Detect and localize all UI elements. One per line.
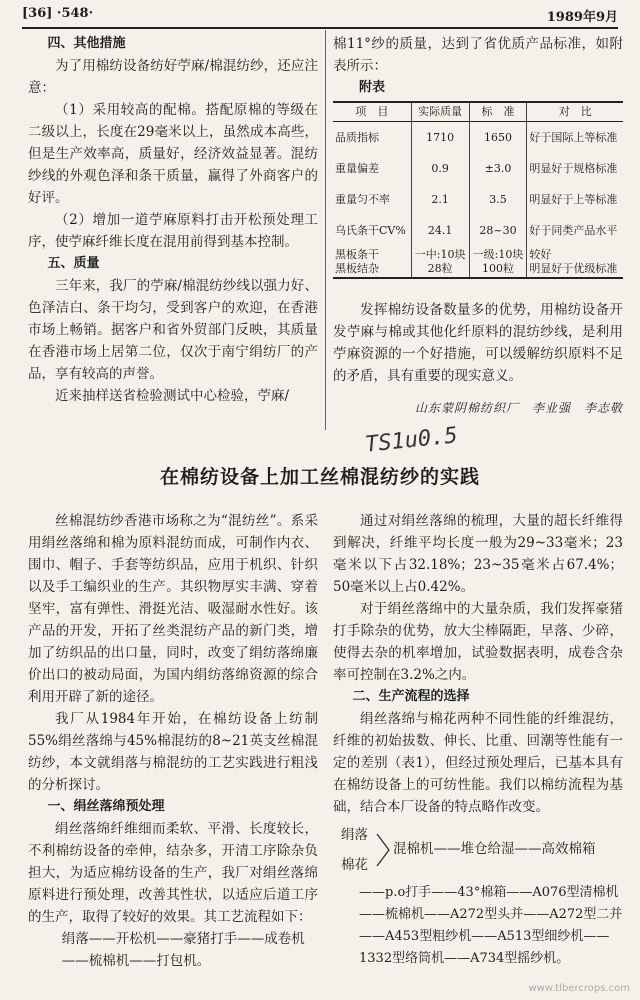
paragraph: 为了用棉纺设备纺好苧麻/棉混纺纱，还应注意：: [28, 58, 318, 96]
table-row: [333, 184, 623, 215]
authors: 山东蒙阴棉纺织厂 李业强 李志敬: [414, 401, 623, 415]
table-cell: 乌氏条干CV%: [335, 223, 406, 237]
table-cell: 24.1: [411, 215, 469, 246]
flow-step-mixer: 混棉机——堆仓给湿——高效棉箱: [393, 841, 596, 857]
article-title: 在棉纺设备上加工丝棉混纺纱的实践: [159, 466, 480, 488]
table-cell: 好于国际上等标准: [527, 122, 623, 154]
table-cell: 1650: [469, 122, 527, 154]
merge-bracket-icon: [375, 830, 391, 870]
table-header: 标 准: [469, 102, 527, 122]
watermark: www.tlbercrops.com: [528, 983, 630, 994]
quality-table: [333, 101, 623, 279]
column-divider: [325, 30, 326, 430]
table-row: [333, 246, 623, 278]
table-cell: 一级:10块 100粒: [469, 246, 527, 278]
page-header: [22, 6, 618, 26]
process-flow-line: ——梳棉机——打包机。: [61, 953, 211, 969]
process-flow-diagram: [333, 824, 623, 882]
table-cell: 一中:10块 28粒: [411, 246, 469, 278]
table-header-row: [333, 102, 623, 122]
handwritten-classification: TS1u0.5: [363, 423, 459, 458]
paragraph: 丝棉混纺纱香港市场称之为“混纺丝”。系采用绢丝落绵和棉为原料混纺而成，可制作内衣、围巾、帽子、手套等纺织品，应用于机织、针织以及手工编织业的生产。其织物厚实丰满、穿着坚牢，富有弹性、滑挺光洁、吸湿耐水性好。该产品的开发，开拓了丝类混纺产品的新门类，增加了纺织品的出口量，同时，改变了绢纺落绵廉价出口的被动局面，为国内绢纺落绵资源的综合利用开辟了新的途径。: [28, 513, 318, 705]
table-cell: 较好 明显好于优级标准: [527, 246, 623, 278]
table-body: [333, 122, 623, 279]
paragraph: 三年来，我厂的苧麻/棉混纺纱线以强力好、色泽洁白、条干均匀，受到客户的欢迎，在香港市场上畅销。据客户和省外贸部门反映，其质量在香港市场上居第二位，仅次于南宁绢纺厂的产品，享有较高的声誉。: [28, 278, 318, 382]
table-cell: 重量匀不率: [335, 192, 390, 206]
table-cell: 黑板条干 黑板结杂: [333, 246, 411, 278]
column-3: [28, 510, 318, 972]
section-heading-5: 五、质量: [47, 256, 100, 271]
table-header: 实际质量: [411, 102, 469, 122]
table-cell: 28~30: [469, 215, 527, 246]
column-1: [28, 33, 318, 407]
table-cell: 明显好于规格标准: [527, 153, 623, 184]
paragraph: 发挥棉纺设备数量多的优势，用棉纺设备开发苧麻与棉或其他化纤原料的混纺纱线，是利用苧麻资源的一个好措施，可以缓解纺织原料不足的矛盾，具有重要的现实意义。: [333, 302, 623, 384]
table-cell: 3.5: [469, 184, 527, 215]
header-rule: [22, 27, 618, 29]
process-flow-line: 绢落——开松机——豪猪打手——成卷机: [61, 931, 305, 947]
table-cell: 重量偏差: [335, 161, 379, 175]
paragraph: （1）采用较高的配棉。搭配原棉的等级在二级以上，长度在29毫米以上，虽然成本高些，但是生产效率高，质量好，经济效益显著。混纺纱线的外观色泽和条干质量，赢得了外商客户的好评。: [28, 102, 318, 206]
section-heading-2: 二、生产流程的选择: [352, 689, 470, 704]
flow-input-cotton: 棉花: [341, 857, 368, 873]
table-cell: 0.9: [411, 153, 469, 184]
paragraph: 绢丝落绵纤维细而柔软、平滑、长度较长，不利棉纺设备的牵伸，结杂多，开清工序除杂负担大，为适应棉纺设备的生产，我厂对绢丝落绵原料进行预处理，改善其性状，以适应后道工序的生产，取得了较好的效果。其工艺流程如下：: [28, 821, 318, 925]
table-title: 附表: [359, 80, 386, 95]
table-row: [333, 153, 623, 184]
table-cell: 好于同类产品水平: [527, 215, 623, 246]
paragraph: 近来抽样送省检验测试中心检验，苧麻/: [55, 388, 290, 404]
table-cell: 2.1: [411, 184, 469, 215]
table-cell: ±3.0: [469, 153, 527, 184]
paragraph: 棉11°纱的质量，达到了省优质产品标准，如附表所示：: [333, 36, 623, 74]
column-2: [333, 33, 623, 419]
flow-input-silk: 绢落: [341, 827, 368, 843]
table-cell: 明显好于上等标准: [527, 184, 623, 215]
section-heading-1: 一、绢丝落绵预处理: [47, 799, 165, 814]
paragraph: 对于绢丝落绵中的大量杂质，我们发挥豪猪打手除杂的优势，放大尘棒隔距，早落、少碎，使得去杂的机率增加，试验数据表明，成卷含杂率可控制在3.2%之内。: [333, 601, 623, 683]
table-row: [333, 122, 623, 154]
paragraph: 绢丝落绵与棉花两种不同性能的纤维混纺，纤维的初始拔数、伸长、比重、回潮等性能有一定的差别（表1），但经过预处理后，已基本具有在棉纺设备上的可纺性能。我们以棉纺流程为基础，结合本厂设备的特点略作改变。: [333, 711, 623, 815]
table-header: 对 比: [527, 102, 623, 122]
table-cell: 1710: [411, 122, 469, 154]
page-number: [36] ·548·: [22, 6, 94, 21]
table-row: [333, 215, 623, 246]
paragraph: 我厂从1984年开始，在棉纺设备上纺制55%绢丝落绵与45%棉混纺的8~21英支丝棉混纺纱，本文就绢落与棉混纺的工艺实践进行粗浅的分析探讨。: [28, 711, 318, 793]
process-flow-line: ——p.o打手——43°棉箱——A076型清棉机: [359, 885, 619, 900]
paragraph: 通过对绢丝落绵的梳理，大量的超长纤维得到解决，纤维平均长度一般为29~33毫米；23毫米以下占32.18%；23~35毫米占67.4%；50毫米以上占0.42%。: [333, 513, 623, 595]
column-4: [333, 510, 623, 970]
paragraph: （2）增加一道苧麻原料打击开松预处理工序，使苧麻纤维长度在混用前得到基本控制。: [28, 212, 318, 250]
process-flow-line: ——梳棉机——A272型头并——A272型二并: [359, 907, 623, 922]
section-heading-4: 四、其他措施: [47, 36, 126, 51]
table-cell: 品质指标: [335, 130, 379, 144]
table-header: 项 目: [333, 102, 411, 122]
issue-date: 1989年9月: [546, 10, 618, 25]
process-flow-line: 1332型络筒机——A734型摇纱机。: [359, 951, 570, 966]
process-flow-line: ——A453型粗纱机——A513型细纱机——: [359, 929, 610, 944]
